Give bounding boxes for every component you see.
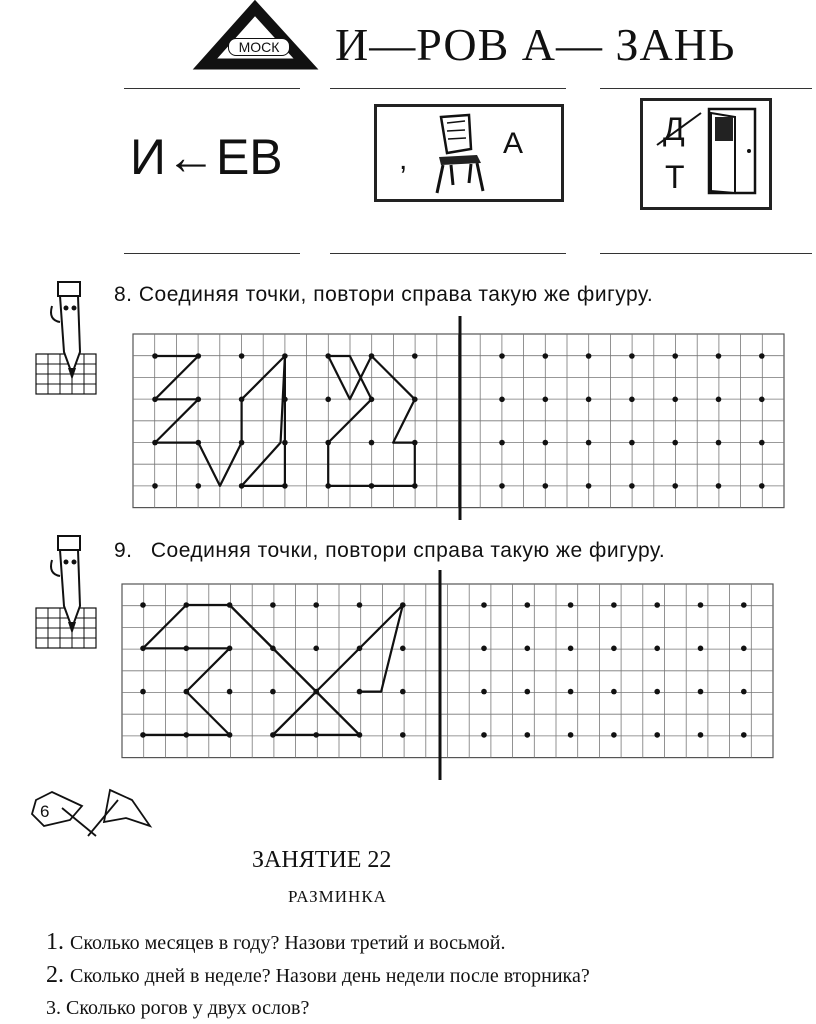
- grid-dot: [325, 397, 331, 403]
- task-text: Соединяя точки, повтори справа такую же фигуру.: [150, 539, 666, 562]
- grid-dot: [543, 353, 549, 359]
- question-1: [46, 930, 505, 954]
- grid-dot: [543, 397, 549, 403]
- grid-dot: [525, 602, 531, 608]
- question-number: 2.: [46, 962, 64, 988]
- grid-dot: [611, 602, 617, 608]
- grid-dot: [759, 483, 765, 489]
- rebus-item-1: И←ЕВ: [130, 129, 283, 185]
- grid-dot: [586, 483, 592, 489]
- grid-dot: [313, 646, 319, 652]
- grid-dot: [586, 397, 592, 403]
- question-text: Сколько рогов у двух ослов?: [66, 997, 310, 1019]
- grid-dot: [698, 602, 704, 608]
- grid-dot: [759, 397, 765, 403]
- grid-dot: [400, 646, 406, 652]
- grid-dot: [672, 397, 678, 403]
- grid-dot: [270, 689, 276, 695]
- grid-dot: [716, 353, 722, 359]
- lesson-title: ЗАНЯТИЕ 22: [252, 847, 392, 873]
- grid-dot: [611, 646, 617, 652]
- grid-dot: [629, 440, 635, 446]
- page-flag-number: 6: [40, 802, 50, 821]
- grid-dot: [611, 732, 617, 738]
- task-text: Соединяя точки, повтори справа такую же фигуру.: [138, 283, 654, 306]
- grid-dot: [672, 353, 678, 359]
- grid-dot: [716, 483, 722, 489]
- rebus-crossed-letter: Д: [663, 111, 685, 147]
- grid-dot: [759, 440, 765, 446]
- grid-dot: [568, 732, 574, 738]
- grid-dot: [481, 689, 487, 695]
- grid-dot: [759, 353, 765, 359]
- lesson-subtitle: РАЗМИНКА: [288, 887, 387, 906]
- grid-dot: [698, 689, 704, 695]
- grid-dot: [611, 689, 617, 695]
- grid-dot: [499, 483, 505, 489]
- grid-dot: [239, 353, 245, 359]
- task-number: 8.: [114, 283, 133, 306]
- rebus-letter-a: А: [503, 127, 524, 160]
- grid-dot: [629, 483, 635, 489]
- question-number: 1.: [46, 929, 64, 955]
- grid-dot: [741, 689, 747, 695]
- grid-dot: [499, 353, 505, 359]
- grid-dot: [654, 689, 660, 695]
- rebus-letter-t: Т: [665, 159, 685, 195]
- question-text: Сколько дней в неделе? Назови день недели после вторника?: [70, 965, 590, 987]
- grid-dot: [586, 353, 592, 359]
- grid-dot: [152, 483, 158, 489]
- pencil-mascot-icon: [36, 536, 96, 648]
- grid-dot: [481, 732, 487, 738]
- task-9-grid: [122, 584, 773, 758]
- question-3: [46, 998, 309, 1018]
- grid-dot: [525, 646, 531, 652]
- grid-dot: [313, 602, 319, 608]
- grid-dot: [629, 397, 635, 403]
- grid-dot: [568, 602, 574, 608]
- rebus-comma: ,: [399, 143, 408, 176]
- task-9-figure-c: [230, 605, 360, 735]
- pencil-mascot-icon: [36, 282, 96, 394]
- grid-dot: [227, 689, 233, 695]
- grid-dot: [741, 646, 747, 652]
- question-number: 3.: [46, 997, 61, 1019]
- rebus-title: И—РОВ А— ЗАНЬ: [335, 19, 736, 70]
- grid-dot: [400, 732, 406, 738]
- grid-dot: [481, 646, 487, 652]
- task-number: 9.: [114, 539, 133, 562]
- grid-dot: [716, 397, 722, 403]
- grid-dot: [140, 602, 146, 608]
- grid-dot: [400, 689, 406, 695]
- task-9-figure-b: [143, 648, 230, 735]
- task-9-figure-a: [143, 605, 403, 735]
- grid-dot: [543, 483, 549, 489]
- question-2: [46, 963, 590, 987]
- grid-dot: [741, 602, 747, 608]
- question-text: Сколько месяцев в году? Назови третий и восьмой.: [70, 932, 506, 954]
- grid-dot: [543, 440, 549, 446]
- grid-dot: [140, 689, 146, 695]
- grid-dot: [499, 440, 505, 446]
- task-9-figure-d: [273, 692, 316, 735]
- grid-dot: [586, 440, 592, 446]
- grid-dot: [654, 602, 660, 608]
- grid-dot: [412, 353, 418, 359]
- grid-dot: [568, 646, 574, 652]
- grid-dot: [654, 732, 660, 738]
- grid-dot: [629, 353, 635, 359]
- grid-dot: [357, 602, 363, 608]
- grid-dot: [741, 732, 747, 738]
- grid-dot: [525, 689, 531, 695]
- grid-dot: [270, 602, 276, 608]
- grid-dot: [568, 689, 574, 695]
- grid-dot: [499, 397, 505, 403]
- grid-dot: [716, 440, 722, 446]
- grid-dot: [369, 440, 375, 446]
- triangle-label: МОСК: [228, 38, 290, 56]
- grid-dot: [698, 646, 704, 652]
- grid-dot: [481, 602, 487, 608]
- grid-dot: [672, 440, 678, 446]
- grid-dot: [525, 732, 531, 738]
- grid-dot: [654, 646, 660, 652]
- grid-dot: [672, 483, 678, 489]
- grid-dot: [698, 732, 704, 738]
- grid-dot: [196, 483, 202, 489]
